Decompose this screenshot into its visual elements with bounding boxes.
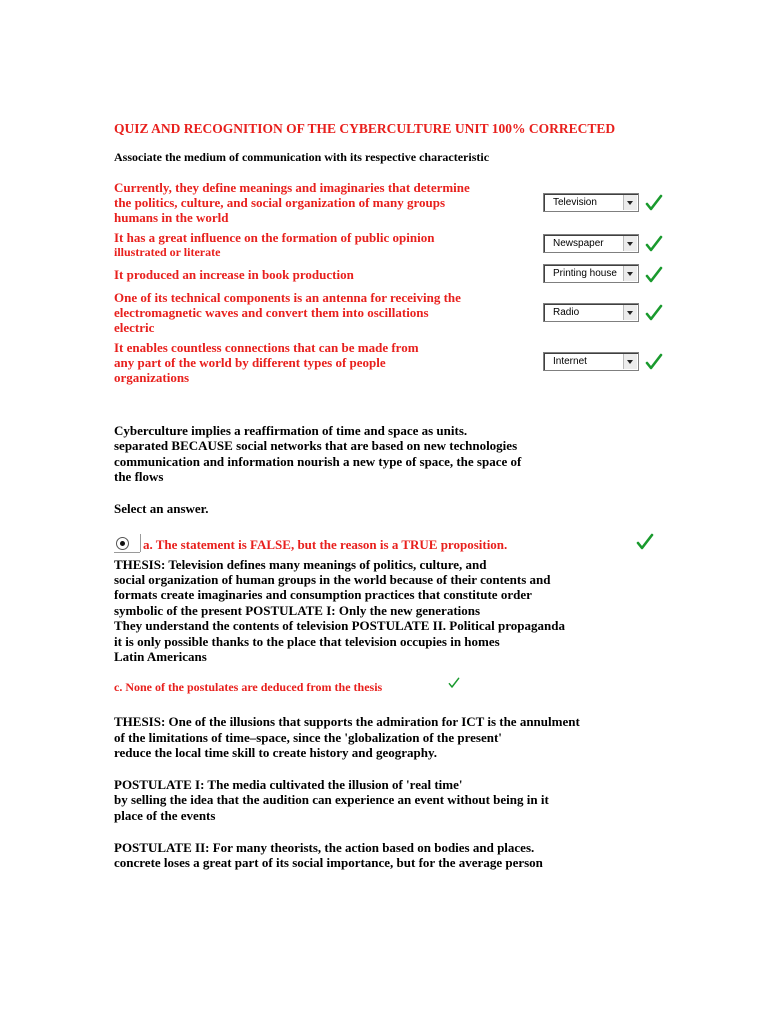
match-4-select[interactable] xyxy=(543,303,639,322)
match-1-line-1: Currently, they define meanings and imaginaries that determine xyxy=(114,180,470,195)
q3-line-3: formats create imaginaries and consumption practices that constitute order xyxy=(114,587,532,602)
match-4-line-3: electric xyxy=(114,320,155,335)
q2-line-4: the flows xyxy=(114,469,164,484)
q2-answer-radio[interactable] xyxy=(114,536,140,552)
match-2-line-1: It has a great influence on the formation of public opinion xyxy=(114,230,435,245)
chevron-down-icon[interactable] xyxy=(623,195,637,210)
q4-postulate2-line-2: concrete loses a great part of its social importance, but for the average person xyxy=(114,855,543,870)
q4-postulate1-line-2: by selling the idea that the audition can experience an event without being in it xyxy=(114,792,549,807)
match-4-select-value: Radio xyxy=(553,307,580,318)
match-2-line-2: illustrated or literate xyxy=(114,245,221,259)
match-4-line-2: electromagnetic waves and convert them into oscillations xyxy=(114,305,429,320)
match-5-line-2: any part of the world by different types of people xyxy=(114,355,386,370)
match-5-select[interactable] xyxy=(543,352,639,371)
q2-line-3: communication and information nourish a new type of space, the space of xyxy=(114,454,522,469)
match-5-select-value: Internet xyxy=(553,356,587,367)
check-icon xyxy=(645,353,663,371)
page-title: QUIZ AND RECOGNITION OF THE CYBERCULTURE UNIT 100% CORRECTED xyxy=(114,121,616,136)
match-1-select-value: Television xyxy=(553,197,597,208)
match-3-select-value: Printing house xyxy=(553,268,617,279)
chevron-down-icon[interactable] xyxy=(623,266,637,281)
q2-line-1: Cyberculture implies a reaffirmation of time and space as units. xyxy=(114,423,468,438)
q3-line-1: THESIS: Television defines many meanings of politics, culture, and xyxy=(114,557,487,572)
check-icon xyxy=(645,235,663,253)
q3-answer: c. None of the postulates are deduced from the thesis xyxy=(114,680,383,694)
match-1-line-2: the politics, culture, and social organization of many groups xyxy=(114,195,446,210)
match-2-select-value: Newspaper xyxy=(553,238,604,249)
match-3-line-1: It produced an increase in book production xyxy=(114,267,354,282)
match-5-line-1: It enables countless connections that can be made from xyxy=(114,340,419,355)
q2-prompt: Select an answer. xyxy=(114,501,209,516)
check-icon xyxy=(636,533,654,551)
chevron-down-icon[interactable] xyxy=(623,236,637,251)
q4-postulate1-line-1: POSTULATE I: The media cultivated the illusion of 'real time' xyxy=(114,777,463,792)
q4-thesis-line-1: THESIS: One of the illusions that supports the admiration for ICT is the annulment xyxy=(114,714,580,729)
instruction-text: Associate the medium of communication with its respective characteristic xyxy=(114,150,490,164)
q3-line-5: They understand the contents of television POSTULATE II. Political propaganda xyxy=(114,618,565,633)
check-icon xyxy=(448,677,460,689)
chevron-down-icon[interactable] xyxy=(623,354,637,369)
q4-thesis-line-2: of the limitations of time–space, since the 'globalization of the present' xyxy=(114,730,502,745)
chevron-down-icon[interactable] xyxy=(623,305,637,320)
check-icon xyxy=(645,194,663,212)
match-3-select[interactable] xyxy=(543,264,639,283)
q2-line-2: separated BECAUSE social networks that are based on new technologies xyxy=(114,438,518,453)
q3-line-7: Latin Americans xyxy=(114,649,207,664)
match-1-line-3: humans in the world xyxy=(114,210,229,225)
check-icon xyxy=(645,266,663,284)
q4-postulate1-line-3: place of the events xyxy=(114,808,216,823)
q3-line-2: social organization of human groups in the world because of their contents and xyxy=(114,572,551,587)
q2-answer: a. The statement is FALSE, but the reason is a TRUE proposition. xyxy=(143,537,508,552)
q4-thesis-line-3: reduce the local time skill to create history and geography. xyxy=(114,745,438,760)
q3-line-6: it is only possible thanks to the place that television occupies in homes xyxy=(114,634,500,649)
match-5-line-3: organizations xyxy=(114,370,190,385)
match-4-line-1: One of its technical components is an antenna for receiving the xyxy=(114,290,461,305)
q3-line-4: symbolic of the present POSTULATE I: Only the new generations xyxy=(114,603,481,618)
match-2-select[interactable] xyxy=(543,234,639,253)
match-1-select[interactable] xyxy=(543,193,639,212)
check-icon xyxy=(645,304,663,322)
q4-postulate2-line-1: POSTULATE II: For many theorists, the action based on bodies and places. xyxy=(114,840,535,855)
